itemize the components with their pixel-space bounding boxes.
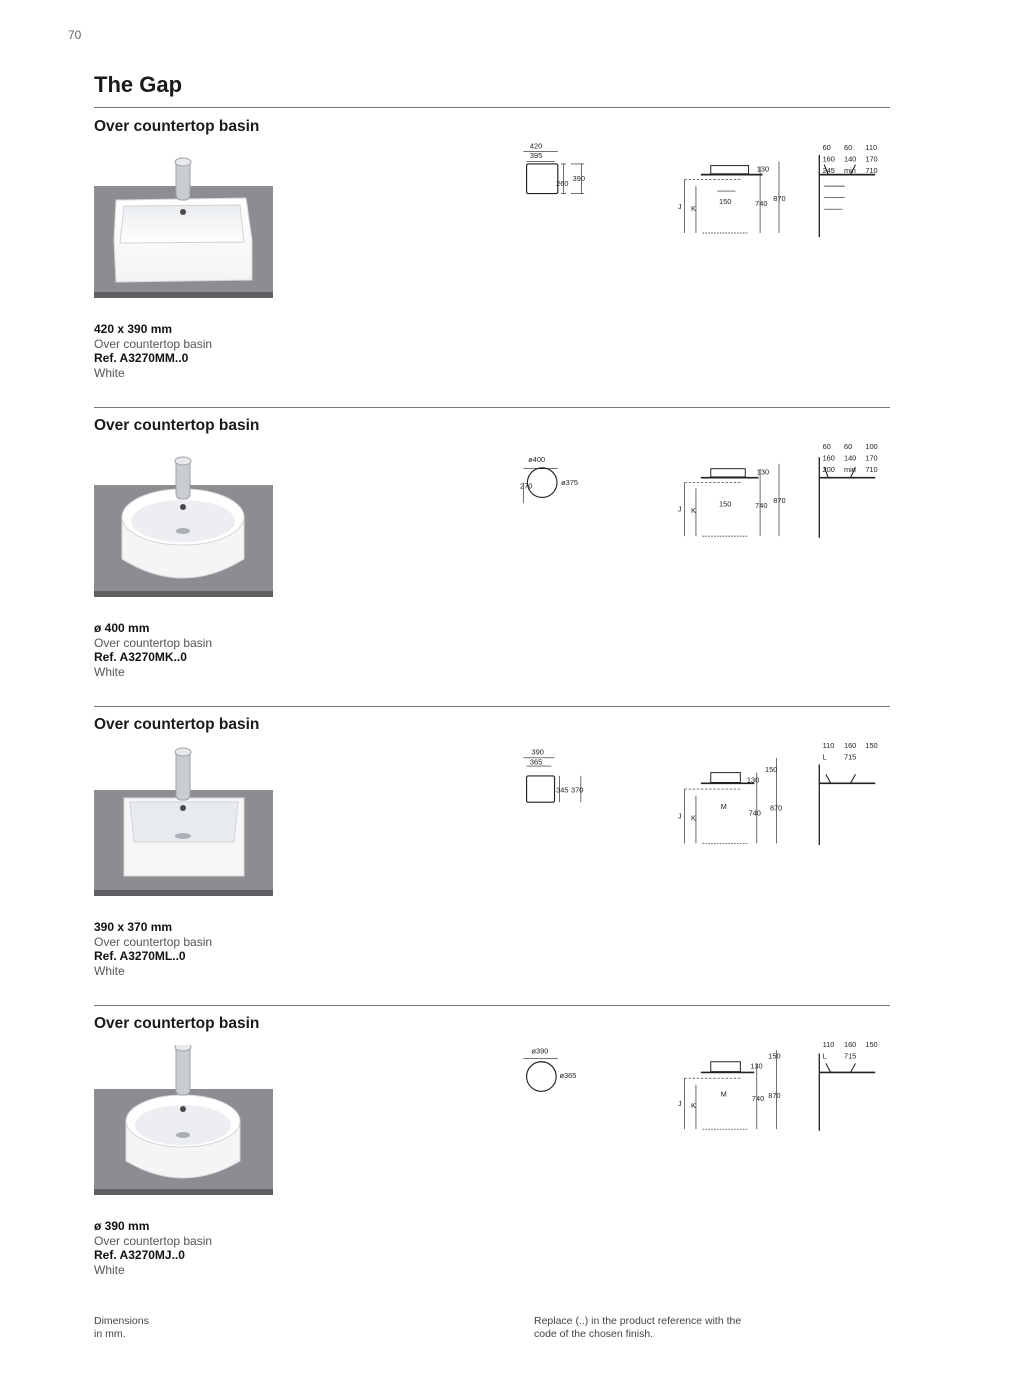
product-reference: Ref. A3270MM..0 (94, 351, 189, 365)
drawing-label: 160 (822, 154, 835, 164)
drawing-label: L (822, 1051, 827, 1061)
drawing-label: K (691, 1100, 696, 1110)
drawing-label: 395 (529, 151, 543, 161)
drawing-label: min (843, 464, 856, 474)
drawing-label: 130 (746, 775, 760, 785)
product-size: ø 390 mm (94, 1219, 150, 1233)
drawing-label: K (691, 203, 696, 213)
drawing-label: ø400 (528, 455, 546, 465)
product-description: Over countertop basin (94, 934, 213, 949)
drawing-label: 870 (773, 496, 786, 506)
drawing-label: 740 (755, 501, 768, 511)
section-title: Over countertop basin (94, 716, 260, 733)
drawing-label: 715 (843, 752, 857, 762)
drawing-label: 150 (865, 1039, 878, 1049)
footer-note-line: Dimensions (94, 1315, 149, 1327)
drawing-label: 740 (751, 1094, 765, 1104)
drawing-label: 365 (529, 757, 543, 767)
drawing-label: 110 (822, 1039, 835, 1049)
drawing-label: 100 (865, 441, 878, 451)
drawing-label: 870 (773, 193, 786, 203)
drawing-label: 150 (768, 1051, 781, 1061)
footer-note-line: in mm. (94, 1328, 126, 1340)
product-size: 420 x 390 mm (94, 322, 173, 336)
section-title: Over countertop basin (94, 417, 260, 434)
product-size: 390 x 370 mm (94, 920, 173, 934)
drawing-label: 370 (570, 785, 584, 795)
drawing-label: J (677, 504, 682, 514)
drawing-label: J (677, 202, 682, 212)
drawing-label: 150 (718, 499, 732, 509)
drawing-label: L (822, 752, 827, 762)
page-number: 70 (68, 28, 82, 42)
product-reference: Ref. A3270MK..0 (94, 650, 187, 664)
drawing-label: min (843, 165, 856, 175)
drawing-label: 170 (865, 453, 878, 463)
drawing-label: 870 (768, 1090, 781, 1100)
drawing-label: 110 (865, 142, 878, 152)
page-title: The Gap (94, 72, 183, 97)
section-title: Over countertop basin (94, 118, 260, 135)
drawing-label: ø390 (531, 1046, 549, 1056)
product-section-3 (94, 706, 890, 996)
product-section-4 (94, 1005, 890, 1295)
drawing-label: 270 (520, 481, 533, 491)
drawing-label: 170 (865, 154, 878, 164)
footer-dimensions-note (94, 1315, 149, 1341)
product-reference: Ref. A3270ML..0 (94, 949, 186, 963)
footer-note-line: code of the chosen finish. (534, 1328, 654, 1340)
drawing-label: K (691, 506, 696, 516)
drawing-label: 390 (572, 174, 585, 184)
drawing-label: 150 (718, 197, 732, 207)
product-section-2 (94, 407, 890, 697)
product-info (94, 920, 212, 978)
product-reference: Ref. A3270MJ..0 (94, 1248, 185, 1262)
drawing-label: 60 (822, 142, 831, 152)
product-description: Over countertop basin (94, 635, 213, 650)
drawing-label: ø365 (559, 1071, 577, 1081)
drawing-label: 715 (843, 1051, 857, 1061)
footer-note-line: Replace (..) in the product reference with the (534, 1315, 742, 1327)
drawing-label: M (720, 1089, 727, 1099)
drawing-label: 200 (822, 464, 835, 474)
drawing-label: 150 (865, 740, 878, 750)
section-title: Over countertop basin (94, 1015, 260, 1032)
drawing-label: 160 (843, 740, 857, 750)
drawing-label: 740 (748, 808, 761, 818)
drawing-label: 870 (769, 803, 783, 813)
drawing-label: 110 (822, 740, 835, 750)
drawing-label: 130 (750, 1061, 763, 1071)
product-finish: White (94, 1262, 125, 1277)
product-finish: White (94, 963, 125, 978)
drawing-label: 130 (756, 164, 770, 174)
drawing-label: J (677, 1099, 682, 1109)
drawing-label: 345 (556, 785, 569, 795)
product-photo (94, 447, 273, 597)
drawing-label: 245 (822, 165, 835, 175)
product-photo (94, 746, 273, 896)
product-info (94, 322, 212, 380)
drawing-label: 160 (843, 1039, 857, 1049)
product-section-1 (94, 108, 890, 398)
drawing-label: 130 (756, 467, 770, 477)
footer-finish-note (534, 1315, 764, 1341)
product-photo (94, 148, 273, 298)
drawing-label: ø375 (561, 478, 578, 488)
drawing-label: 420 (529, 141, 543, 151)
drawing-label: M (720, 801, 727, 811)
drawing-label: 60 (843, 142, 853, 152)
drawing-label: 740 (755, 198, 768, 208)
drawing-label: 160 (822, 453, 835, 463)
technical-drawing (520, 425, 890, 565)
product-info (94, 621, 212, 679)
drawing-label: 60 (822, 441, 831, 451)
product-finish: White (94, 664, 125, 679)
drawing-label: 710 (865, 464, 878, 474)
product-info (94, 1219, 212, 1277)
product-size: ø 400 mm (94, 621, 150, 635)
drawing-label: 710 (865, 165, 878, 175)
product-finish: White (94, 365, 125, 380)
technical-drawing (520, 1023, 890, 1163)
drawing-label: 140 (843, 154, 857, 164)
drawing-label: K (691, 813, 696, 823)
technical-drawing (520, 126, 890, 266)
drawing-label: 140 (843, 453, 857, 463)
product-description: Over countertop basin (94, 1233, 213, 1248)
product-photo (94, 1045, 273, 1195)
technical-drawing (520, 724, 890, 864)
drawing-label: 150 (765, 764, 778, 774)
drawing-label: 60 (843, 441, 853, 451)
product-description: Over countertop basin (94, 336, 213, 351)
drawing-label: J (677, 811, 682, 821)
drawing-label: 260 (556, 179, 569, 189)
drawing-label: 390 (531, 747, 544, 757)
